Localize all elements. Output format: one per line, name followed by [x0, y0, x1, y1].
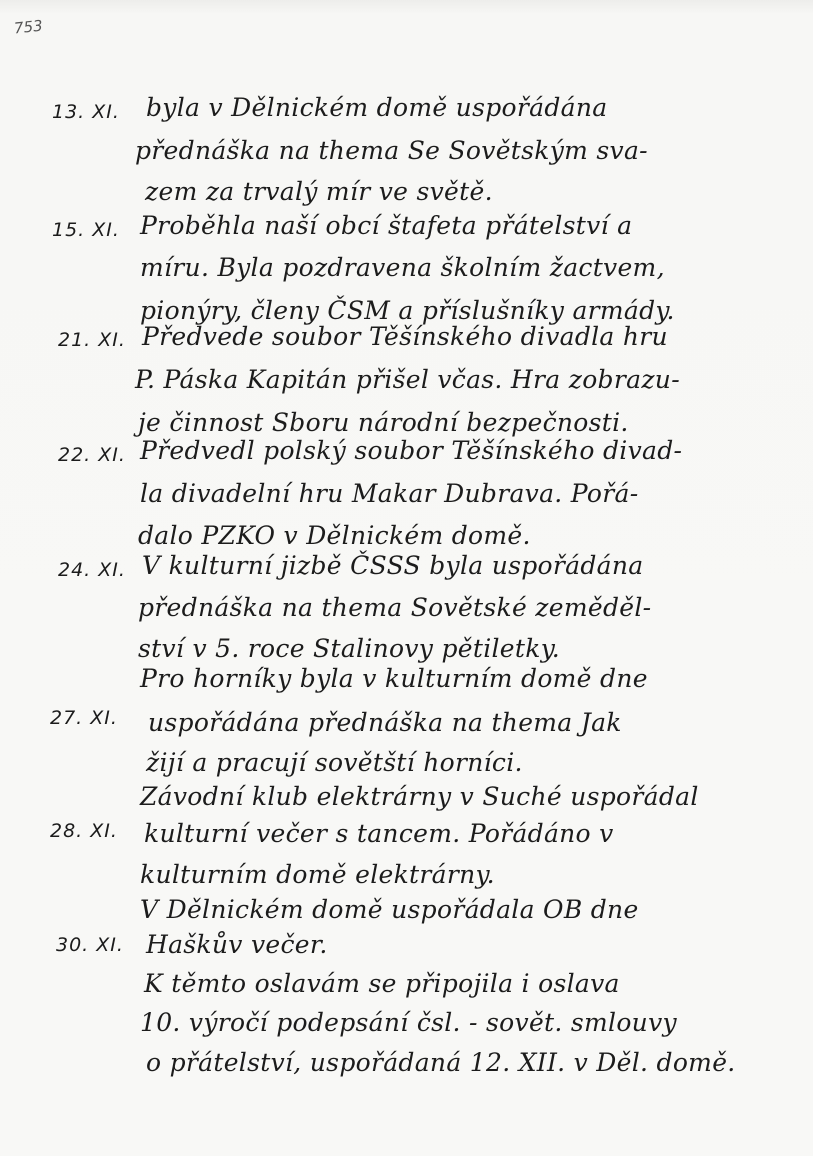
entry-text-line: 10. výročí podepsání čsl. - sovět. smlouvy	[140, 1008, 677, 1037]
entry-text-line: K těmto oslavám se připojila i oslava	[144, 969, 620, 998]
entry-date: 24. XI.	[58, 559, 126, 581]
entry-date: 22. XI.	[58, 444, 126, 466]
entry-text-line: uspořádána přednáška na thema Jak	[148, 708, 622, 737]
entry-text-line: pionýry, členy ČSM a příslušníky armády.	[140, 296, 675, 325]
entry-text-line: kulturní večer s tancem. Pořádáno v	[144, 819, 614, 848]
entry-date: 28. XI.	[50, 820, 118, 842]
entry-text-line: přednáška na thema Se Sovětským sva-	[135, 136, 648, 165]
entry-text-line: Závodní klub elektrárny v Suché uspořádal	[140, 782, 699, 811]
entry-text-line: V Dělnickém domě uspořádala OB dne	[140, 895, 639, 924]
page-number: 753	[13, 16, 44, 38]
entry-date: 15. XI.	[52, 219, 120, 241]
entry-text-line: P. Páska Kapitán přišel včas. Hra zobrazu-	[135, 365, 680, 394]
entry-text-line: byla v Dělnickém domě uspořádána	[146, 93, 608, 122]
entry-text-line: Předvede soubor Těšínského divadla hru	[142, 322, 668, 351]
entry-text-line: Předvedl polský soubor Těšínského divad-	[140, 436, 683, 465]
entry-date: 27. XI.	[50, 707, 118, 729]
entry-text-line: žijí a pracují sovětští horníci.	[146, 748, 523, 777]
entry-text-line: Haškův večer.	[146, 930, 328, 959]
entry-text-line: o přátelství, uspořádaná 12. XII. v Děl. domě.	[146, 1048, 736, 1077]
entry-date: 21. XI.	[58, 329, 126, 351]
entry-text-line: míru. Byla pozdravena školním žactvem,	[140, 253, 665, 282]
entry-text-line: zem za trvalý mír ve světě.	[145, 177, 493, 206]
entry-text-line: kulturním domě elektrárny.	[140, 860, 495, 889]
entry-text-line: Pro horníky byla v kulturním domě dne	[140, 664, 648, 693]
entry-text-line: dalo PZKO v Dělnickém domě.	[138, 521, 531, 550]
entry-text-line: V kulturní jizbě ČSSS byla uspořádána	[142, 551, 644, 580]
entry-date: 30. XI.	[56, 934, 124, 956]
entry-text-line: je činnost Sboru národní bezpečnosti.	[138, 408, 629, 437]
entry-text-line: la divadelní hru Makar Dubrava. Pořá-	[140, 479, 639, 508]
entry-text-line: Proběhla naší obcí štafeta přátelství a	[140, 211, 633, 240]
entry-text-line: ství v 5. roce Stalinovy pětiletky.	[138, 634, 561, 663]
entry-date: 13. XI.	[52, 101, 120, 123]
entry-text-line: přednáška na thema Sovětské zeměděl-	[138, 593, 652, 622]
